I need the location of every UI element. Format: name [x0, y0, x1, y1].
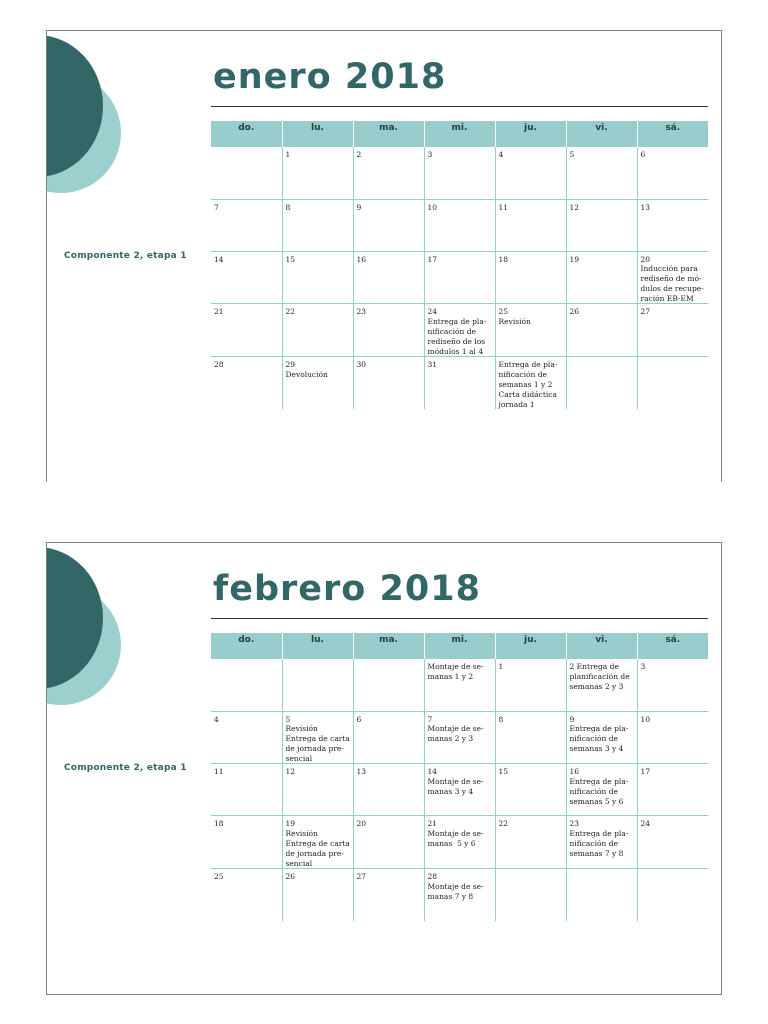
- day-cell: [353, 251, 424, 304]
- week-row: [211, 251, 708, 304]
- day-event: planificación de semanas 2 y 3: [569, 671, 630, 691]
- day-number: 2: [356, 150, 362, 159]
- day-cell: [424, 711, 495, 764]
- week-row: [211, 816, 708, 869]
- day-cell: [566, 147, 637, 199]
- title-divider: [211, 618, 708, 619]
- month-title: enero 2018: [213, 57, 447, 97]
- day-number: 26: [569, 307, 580, 317]
- day-number: 23: [356, 307, 367, 317]
- day-cell: [424, 816, 495, 869]
- day-cell: [353, 659, 424, 711]
- day-number: 24: [427, 307, 438, 317]
- day-cell: [282, 147, 353, 199]
- day-number: 6: [356, 714, 362, 724]
- week-row: [211, 659, 708, 711]
- day-cell: [495, 711, 566, 764]
- day-cell: [424, 357, 495, 409]
- day-event: Entrega de pla- nificación de rediseño de los módulos 1 al 4: [427, 317, 487, 356]
- day-number: 4: [498, 150, 504, 159]
- day-cell: [211, 199, 282, 251]
- day-event: Revisión Entrega de carta de jornada pre- sencial: [285, 724, 350, 763]
- day-number: 31: [427, 360, 438, 370]
- weekday-header: ma.: [353, 121, 424, 147]
- day-cell: [637, 869, 708, 921]
- weekday-header: mi.: [424, 633, 495, 659]
- week-row: [211, 304, 708, 357]
- day-cell: [424, 251, 495, 304]
- week-row: [211, 147, 708, 199]
- day-cell: [282, 764, 353, 816]
- day-cell: [566, 304, 637, 357]
- day-cell: [353, 816, 424, 869]
- day-cell: [495, 764, 566, 816]
- calendar-grid: [211, 633, 708, 921]
- day-cell: [424, 304, 495, 357]
- day-number: 27: [356, 872, 367, 882]
- day-cell: [282, 869, 353, 921]
- day-number: 22: [498, 819, 509, 829]
- weekday-header: do.: [211, 121, 282, 147]
- day-event: Montaje de se- manas 2 y 3: [427, 724, 484, 744]
- weekday-header: mi.: [424, 121, 495, 147]
- day-number: 15: [498, 767, 509, 777]
- day-cell: [353, 357, 424, 409]
- day-cell: [495, 251, 566, 304]
- day-cell: [566, 199, 637, 251]
- day-cell: [353, 711, 424, 764]
- day-cell: [637, 764, 708, 816]
- day-cell: [282, 251, 353, 304]
- day-cell: [353, 199, 424, 251]
- side-label: Componente 2, etapa 1: [64, 763, 187, 773]
- week-row: [211, 357, 708, 409]
- day-cell: [566, 711, 637, 764]
- weekday-header: do.: [211, 633, 282, 659]
- weekday-header: lu.: [282, 633, 353, 659]
- day-event: Inducción para rediseño de mó- dulos de recupe- ración EB-EM: [640, 264, 704, 303]
- day-event: Montaje de se- manas 7 y 8: [427, 882, 484, 902]
- day-cell: [566, 869, 637, 921]
- day-event: Montaje de se- manas 5 y 6: [427, 829, 484, 849]
- day-number: 4: [214, 714, 219, 724]
- calendar-page-february: [46, 542, 722, 995]
- day-cell: [353, 869, 424, 921]
- day-cell: [211, 357, 282, 409]
- day-cell: [282, 659, 353, 711]
- day-cell: [282, 711, 353, 764]
- day-cell: [637, 199, 708, 251]
- day-cell: [495, 199, 566, 251]
- day-cell: [211, 147, 282, 199]
- day-number: 3: [427, 150, 433, 159]
- day-cell: [637, 711, 708, 764]
- day-cell: [566, 764, 637, 816]
- week-row: [211, 869, 708, 921]
- day-event: Entrega de pla- nificación de semanas 5 y 6: [569, 777, 629, 806]
- day-event: Devolución: [285, 370, 328, 380]
- weekday-header: vi.: [566, 633, 637, 659]
- day-cell: [424, 199, 495, 251]
- day-cell: [353, 764, 424, 816]
- calendar-page-january: [46, 30, 722, 482]
- day-cell: [637, 816, 708, 869]
- day-number: 11: [498, 202, 509, 212]
- weekday-header: sá.: [637, 633, 708, 659]
- day-number: 21: [427, 819, 438, 829]
- day-cell: [495, 816, 566, 869]
- day-number: 24: [640, 819, 651, 829]
- day-cell: [566, 251, 637, 304]
- day-number: 14: [427, 767, 438, 777]
- day-number: 13: [356, 767, 367, 777]
- weekday-header: ma.: [353, 633, 424, 659]
- weekday-header-row: [211, 121, 708, 147]
- day-cell: [495, 147, 566, 199]
- weekday-header: ju.: [495, 121, 566, 147]
- day-cell: [566, 659, 637, 711]
- day-number: 5: [285, 714, 291, 724]
- day-number: 28: [214, 360, 224, 370]
- day-cell: [211, 816, 282, 869]
- day-event: Revisión: [498, 317, 531, 327]
- day-event: Entrega de pla- nificación de semanas 3 y 4: [569, 724, 629, 753]
- day-number: 12: [285, 767, 296, 777]
- day-number: 23: [569, 819, 580, 829]
- day-cell: [211, 764, 282, 816]
- day-cell: [282, 199, 353, 251]
- day-cell: [211, 659, 282, 711]
- day-cell: [211, 869, 282, 921]
- day-number: 10: [427, 202, 438, 212]
- day-number: 26: [285, 872, 296, 882]
- day-cell: [637, 147, 708, 199]
- day-number: 5: [569, 150, 575, 159]
- day-number: 18: [214, 819, 224, 829]
- day-cell: [424, 764, 495, 816]
- day-number: 8: [285, 202, 291, 212]
- day-number: 19: [569, 254, 580, 264]
- day-number: 7: [427, 714, 433, 724]
- day-cell: [282, 816, 353, 869]
- day-cell: [211, 711, 282, 764]
- day-event: Montaje de se- manas 3 y 4: [427, 777, 484, 797]
- side-label: Componente 2, etapa 1: [64, 251, 187, 261]
- day-cell: [566, 816, 637, 869]
- day-cell: [495, 357, 566, 409]
- month-title: febrero 2018: [213, 569, 481, 609]
- day-number: 15: [285, 254, 296, 264]
- day-cell: [637, 659, 708, 711]
- day-number: 17: [640, 767, 651, 777]
- weekday-header-row: [211, 633, 708, 659]
- day-number: 2 Entrega de: [569, 662, 619, 671]
- calendar-grid: [211, 121, 708, 409]
- day-number: 20: [640, 254, 651, 264]
- day-number: 12: [569, 202, 580, 212]
- day-number: 18: [498, 254, 509, 264]
- weekday-header: lu.: [282, 121, 353, 147]
- day-event: Entrega de pla- nificación de semanas 7 y 8: [569, 829, 629, 858]
- day-number: 29: [285, 360, 296, 370]
- day-number: 1: [285, 150, 291, 159]
- week-row: [211, 711, 708, 764]
- day-number: 25: [498, 307, 509, 317]
- day-number: 27: [640, 307, 651, 317]
- day-number: 16: [356, 254, 367, 264]
- day-cell: [211, 304, 282, 357]
- week-row: [211, 764, 708, 816]
- day-cell: [495, 869, 566, 921]
- day-number: 3: [640, 662, 646, 671]
- week-row: [211, 199, 708, 251]
- day-number: 20: [356, 819, 367, 829]
- day-number: 13: [640, 202, 651, 212]
- day-number: 22: [285, 307, 296, 317]
- day-event: Entrega de pla- nificación de semanas 1 y 2 Carta didáctica jornada 1: [498, 360, 558, 409]
- day-cell: [424, 147, 495, 199]
- day-cell: [637, 357, 708, 409]
- day-number: 9: [569, 714, 575, 724]
- day-cell: [353, 147, 424, 199]
- day-number: 9: [356, 202, 362, 212]
- day-cell: [211, 251, 282, 304]
- day-number: 14: [214, 254, 224, 264]
- day-event: Revisión Entrega de carta de jornada pre- sencial: [285, 829, 350, 868]
- day-number: 16: [569, 767, 580, 777]
- day-cell: [495, 304, 566, 357]
- day-cell: [566, 357, 637, 409]
- day-event: Montaje de se- manas 1 y 2: [427, 662, 484, 681]
- day-cell: [424, 869, 495, 921]
- weekday-header: sá.: [637, 121, 708, 147]
- day-cell: [282, 304, 353, 357]
- day-number: 7: [214, 202, 219, 212]
- day-number: 1: [498, 662, 504, 671]
- day-cell: [495, 659, 566, 711]
- day-cell: [282, 357, 353, 409]
- day-cell: [637, 251, 708, 304]
- day-cell: [353, 304, 424, 357]
- day-number: 17: [427, 254, 438, 264]
- day-number: 25: [214, 872, 224, 882]
- day-cell: [637, 304, 708, 357]
- day-number: 21: [214, 307, 224, 317]
- day-number: 6: [640, 150, 646, 159]
- day-cell: [424, 659, 495, 711]
- day-number: 11: [214, 767, 224, 777]
- day-number: 28: [427, 872, 438, 882]
- day-number: 19: [285, 819, 296, 829]
- day-number: 30: [356, 360, 367, 370]
- title-divider: [211, 106, 708, 107]
- weekday-header: vi.: [566, 121, 637, 147]
- day-number: 10: [640, 714, 651, 724]
- weekday-header: ju.: [495, 633, 566, 659]
- day-number: 8: [498, 714, 504, 724]
